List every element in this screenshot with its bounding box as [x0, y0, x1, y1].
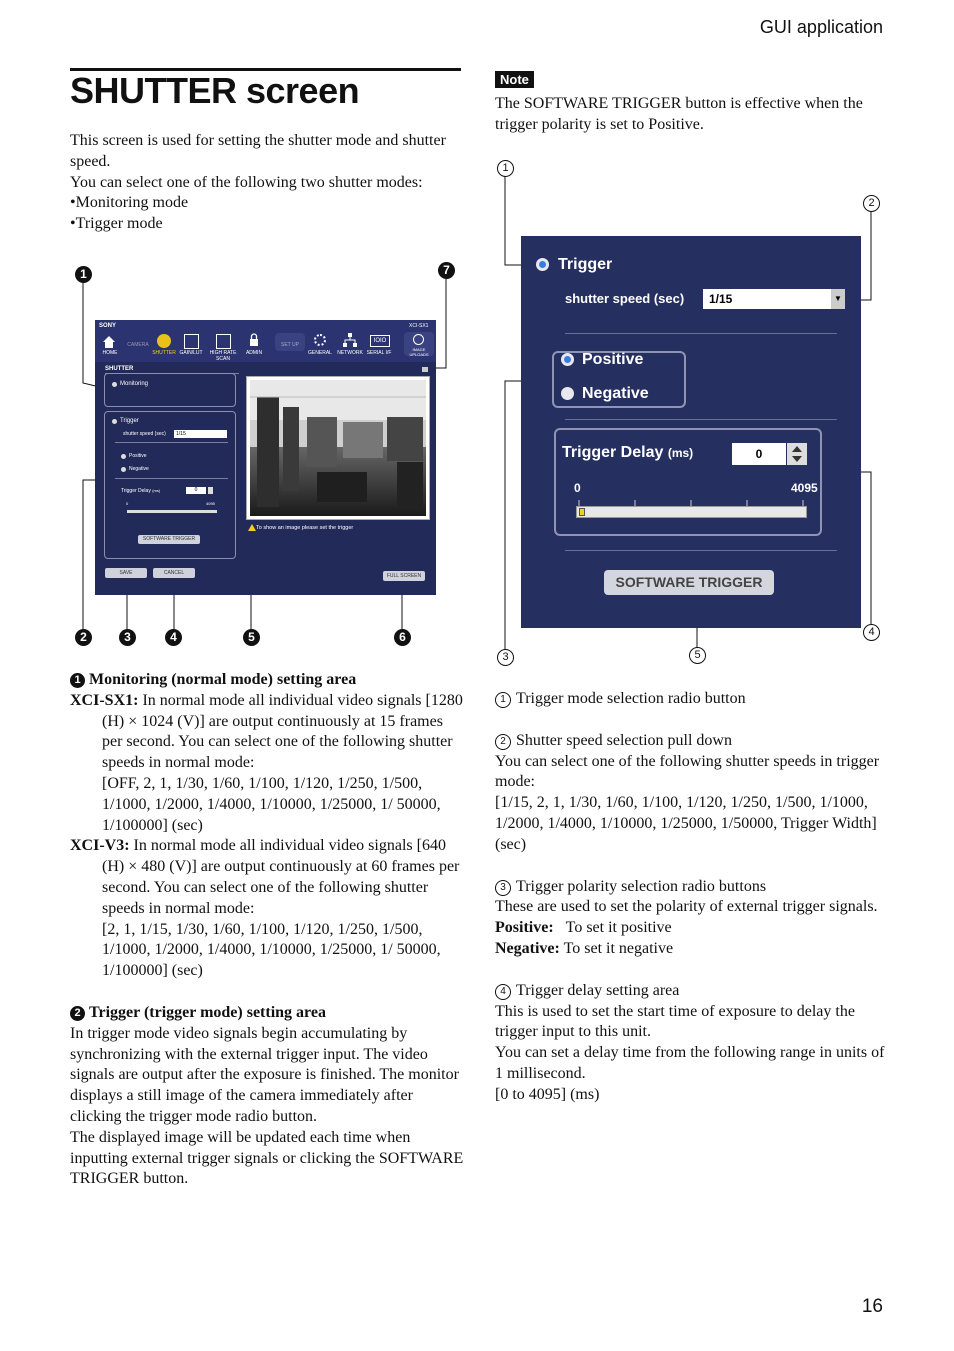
- section-label-shutter: SHUTTER: [105, 366, 134, 372]
- callout-6: 6: [394, 629, 411, 646]
- callout-3: 3: [119, 629, 136, 646]
- toolbar-network[interactable]: NETWORK: [337, 350, 363, 356]
- warning-text: To show an image please set the trigger: [256, 525, 354, 531]
- chevron-up-icon[interactable]: [792, 446, 802, 452]
- serial-if-icon[interactable]: IOIO: [370, 335, 390, 347]
- item-2-speeds: [1/15, 2, 1, 1/30, 1/60, 1/100, 1/120, 1/250, 1/500, 1/1000, 1/2000, 1/4000, 1/10000, 1/25000, 1/50000, Trigger Width] (sec): [495, 794, 877, 853]
- large-callout-4: 4: [863, 624, 880, 641]
- trigger-settings-screenshot: [521, 236, 861, 628]
- toolbar-image-uploads[interactable]: IMAGE UPLOADS: [409, 347, 429, 357]
- divider: [565, 550, 837, 551]
- chevron-down-icon[interactable]: [792, 456, 802, 462]
- note-tag: Note: [495, 71, 534, 88]
- intro-bullet-2: •Trigger mode: [70, 215, 163, 233]
- slider-min: 0: [574, 481, 581, 495]
- slider-min: 0: [126, 501, 129, 506]
- large-callout-3: 3: [497, 649, 514, 666]
- trigger-delay-slider[interactable]: [576, 506, 807, 518]
- monitoring-label: Monitoring: [120, 381, 149, 387]
- cancel-button[interactable]: CANCEL: [153, 568, 195, 578]
- shutter-speed-select[interactable]: 1/15: [174, 430, 227, 438]
- model-label: XCI-SX1: [409, 323, 429, 329]
- item-4-text-1: This is used to set the start time of exposure to delay the trigger input to this unit.: [495, 1002, 855, 1041]
- page-title: SHUTTER screen: [70, 70, 360, 111]
- intro-bullet-1: •Monitoring mode: [70, 194, 189, 212]
- toolbar-high-rate-scan[interactable]: HIGH RATE SCAN: [209, 350, 237, 362]
- toolbar-gain-lut[interactable]: GAIN/LUT: [179, 350, 203, 356]
- item-3-heading: 3 Trigger polarity selection radio buttons: [495, 877, 885, 898]
- v3-paragraph: XCI-V3: In normal mode all individual video signals [640 (H) × 480 (V)] are output continuously at 60 frames per second. You can select one of the following shutter speeds in normal mode: [2, 1, 1/15, 1/30, 1/60, 1/100, 1/120, 1/250, 1/500, 1/1000, 1/2000, 1/4000, 1/10000, 1/25000, 1/ 50000, 1/100000] (sec): [70, 837, 460, 980]
- section-1-heading: 1 Monitoring (normal mode) setting area: [70, 670, 465, 691]
- callout-1: 1: [75, 266, 92, 283]
- running-header: GUI application: [759, 17, 883, 37]
- toolbar-admin[interactable]: ADMIN: [245, 350, 263, 356]
- toolbar-general[interactable]: GENERAL: [308, 350, 332, 356]
- callout-2: 2: [75, 629, 92, 646]
- trigger-label: Trigger: [558, 256, 613, 273]
- full-screen-button[interactable]: FULL SCREEN: [383, 571, 425, 581]
- section-2-paragraph-1: In trigger mode video signals begin accumulating by synchronizing with the external trigger input. The video signals are output after the exposure is finished. The monitor displays a still image of the camera immediately after clicking the trigger mode radio button.: [70, 1024, 459, 1125]
- chevron-down-icon[interactable]: ▼: [831, 289, 845, 309]
- software-trigger-button[interactable]: SOFTWARE TRIGGER: [138, 535, 200, 544]
- slider-handle[interactable]: [579, 508, 585, 516]
- shutter-speed-label: shutter speed (sec): [565, 291, 685, 306]
- positive-label: Positive: [582, 351, 644, 368]
- item-2-heading: 2 Shutter speed selection pull down: [495, 731, 885, 752]
- toolbar-serial-if[interactable]: SERIAL I/F: [366, 350, 392, 356]
- toolbar-setup[interactable]: SET UP: [281, 342, 299, 348]
- item-3-negative: Negative: To set it negative: [495, 939, 674, 957]
- divider: [565, 419, 837, 420]
- trigger-label: Trigger: [120, 418, 139, 424]
- slider-max: 4095: [206, 501, 215, 506]
- save-button[interactable]: SAVE: [105, 568, 147, 578]
- sony-logo: SONY: [99, 323, 117, 329]
- trigger-delay-label: Trigger Delay (ms): [562, 444, 694, 461]
- callout-5: 5: [243, 629, 260, 646]
- negative-label: Negative: [129, 466, 149, 472]
- large-callout-2: 2: [863, 195, 880, 212]
- item-4-range: [0 to 4095] (ms): [495, 1085, 600, 1103]
- divider: [565, 333, 837, 334]
- positive-label: Positive: [129, 453, 147, 459]
- item-1-heading: 1 Trigger mode selection radio button: [495, 689, 885, 710]
- shutter-speed-label: shutter speed (sec): [123, 431, 166, 437]
- intro-line-2: You can select one of the following two shutter modes:: [70, 173, 423, 191]
- callout-4: 4: [165, 629, 182, 646]
- negative-label: Negative: [582, 385, 649, 402]
- left-column-text: [70, 670, 465, 1190]
- item-3-text: These are used to set the polarity of external trigger signals.: [495, 898, 878, 916]
- item-4-text-2: You can set a delay time from the following range in units of 1 millisecond.: [495, 1044, 885, 1082]
- toolbar-shutter[interactable]: SHUTTER: [152, 350, 176, 356]
- toolbar-camera[interactable]: CAMERA: [127, 342, 149, 348]
- intro-line-1: This screen is used for setting the shutter mode and shutter speed.: [70, 132, 446, 170]
- trigger-radio[interactable]: [536, 258, 549, 271]
- section-2-paragraph-2: The displayed image will be updated each time when inputting external trigger signals or clicking the SOFTWARE TRIGGER button.: [70, 1128, 464, 1188]
- sx1-paragraph: XCI-SX1: In normal mode all individual video signals [1280 (H) × 1024 (V)] are output continuously at 15 frames per second. You can select one of the following shutter speeds in normal mode: [OFF, 2, 1, 1/30, 1/60, 1/100, 1/120, 1/250, 1/500, 1/1000, 1/2000, 1/4000, 1/10000, 1/25000, 1/ 50000, 1/100000] (sec): [70, 691, 463, 834]
- toolbar-home[interactable]: HOME: [102, 350, 118, 356]
- software-trigger-button[interactable]: SOFTWARE TRIGGER: [604, 570, 774, 595]
- negative-radio[interactable]: [561, 387, 574, 400]
- slider-max: 4095: [791, 481, 818, 495]
- callout-7: 7: [438, 262, 455, 279]
- item-4-heading: 4 Trigger delay setting area: [495, 981, 885, 1002]
- trigger-delay-stepper[interactable]: [787, 443, 807, 465]
- page-number: 16: [861, 1296, 883, 1317]
- item-3-positive: Positive: To set it positive: [495, 919, 672, 937]
- trigger-delay-input[interactable]: 0: [186, 487, 206, 494]
- right-column-text: [495, 689, 885, 1106]
- section-2-heading: 2 Trigger (trigger mode) setting area: [70, 1003, 465, 1024]
- item-2-text: You can select one of the following shutter speeds in trigger mode:: [495, 752, 880, 791]
- large-callout-5: 5: [689, 647, 706, 664]
- trigger-delay-input[interactable]: 0: [732, 443, 786, 465]
- note-text: The SOFTWARE TRIGGER button is effective when the trigger polarity is set to Positive.: [495, 94, 863, 133]
- shutter-speed-select[interactable]: 1/15 ▼: [703, 289, 845, 309]
- positive-radio[interactable]: [561, 353, 574, 366]
- trigger-delay-label: Trigger Delay (ms): [121, 488, 161, 494]
- large-callout-1: 1: [497, 160, 514, 177]
